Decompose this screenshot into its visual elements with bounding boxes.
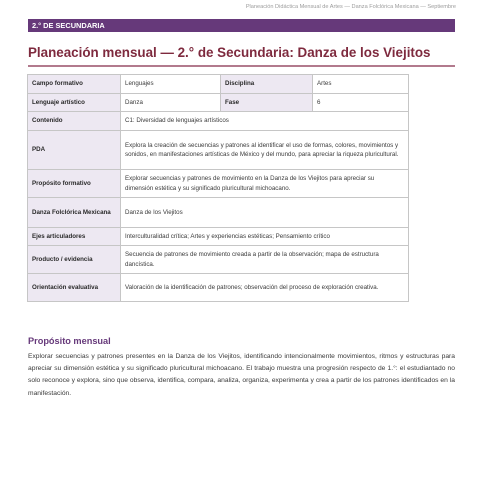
ejes-articuladores-label: Ejes articuladores bbox=[28, 228, 121, 246]
danza-folclorica-label: Danza Folclórica Mexicana bbox=[28, 198, 121, 228]
contenido-label: Contenido bbox=[28, 112, 121, 131]
table-row bbox=[28, 246, 409, 274]
running-header: Planeación Didáctica Mensual de Artes — Danza Folclórica Mexicana — Septiembre bbox=[245, 4, 456, 10]
table-row bbox=[28, 112, 409, 131]
section-heading: Propósito mensual bbox=[28, 336, 111, 346]
producto-evidencia-label: Producto / evidencia bbox=[28, 246, 121, 274]
campo-formativo-value: Lenguajes bbox=[121, 75, 221, 94]
ejes-articuladores-value: Interculturalidad crítica; Artes y experiencias estéticas; Pensamiento crítico bbox=[121, 228, 409, 246]
campo-formativo-label: Campo formativo bbox=[28, 75, 121, 94]
table-row bbox=[28, 75, 409, 94]
orientacion-evaluativa-label: Orientación evaluativa bbox=[28, 274, 121, 302]
disciplina-label: Disciplina bbox=[221, 75, 313, 94]
fase-label: Fase bbox=[221, 94, 313, 112]
table-row bbox=[28, 131, 409, 170]
fase-value: 6 bbox=[313, 94, 409, 112]
producto-evidencia-value: Secuencia de patrones de movimiento creada a partir de la observación; mapa de estructura dancística. bbox=[121, 246, 409, 274]
orientacion-evaluativa-value: Valoración de la identificación de patrones; observación del proceso de exploración creativa. bbox=[121, 274, 409, 302]
disciplina-value: Artes bbox=[313, 75, 409, 94]
lenguaje-artistico-label: Lenguaje artístico bbox=[28, 94, 121, 112]
table-row bbox=[28, 198, 409, 228]
table-row bbox=[28, 274, 409, 302]
table-row bbox=[28, 228, 409, 246]
danza-folclorica-value: Danza de los Viejitos bbox=[121, 198, 409, 228]
pda-value: Explora la creación de secuencias y patrones al identificar el uso de formas, colores, movimientos y sonidos, en manifestaciones artísticas de México y del mundo, para apreciar la riqueza pluricultural. bbox=[121, 131, 409, 170]
document-title: Planeación mensual — 2.° de Secundaria: Danza de los Viejitos bbox=[28, 45, 431, 60]
table-row bbox=[28, 94, 409, 112]
table-row bbox=[28, 170, 409, 198]
pda-label: PDA bbox=[28, 131, 121, 170]
title-underline bbox=[28, 65, 455, 67]
planning-info-table bbox=[27, 74, 409, 302]
proposito-formativo-value: Explorar secuencias y patrones de movimiento en la Danza de los Viejitos para apreciar su dimensión estética y su significado pluricultural michoacano. bbox=[121, 170, 409, 198]
grade-band-bar: 2.° DE SECUNDARIA bbox=[28, 19, 455, 32]
section-paragraph: Explorar secuencias y patrones presentes en la Danza de los Viejitos, identificando intencionalmente movimientos, ritmos y estructuras para apreciar su dimensión estética y su significado pluricultural michoacano. El trabajo muestra una progresión respecto de 1.°: el estudiantado no solo reconoce y explora, sino que observa, identifica, compara, analiza, organiza, experimenta y crea a partir de los patrones identificados en la manifestación. bbox=[28, 353, 455, 397]
lenguaje-artistico-value: Danza bbox=[121, 94, 221, 112]
proposito-formativo-label: Propósito formativo bbox=[28, 170, 121, 198]
contenido-value: C1: Diversidad de lenguajes artísticos bbox=[121, 112, 409, 131]
